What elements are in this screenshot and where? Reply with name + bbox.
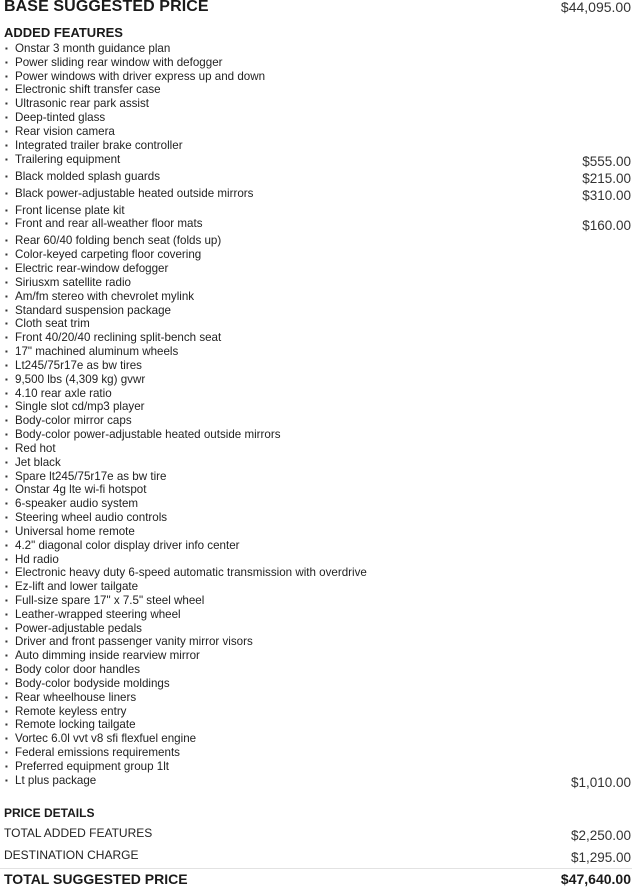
feature-name: Front and rear all-weather floor mats (15, 217, 203, 231)
feature-name: Hd radio (15, 552, 59, 566)
bullet-icon: ▪ (5, 85, 8, 95)
bullet-icon: ▪ (5, 205, 8, 215)
feature-name: 17" machined aluminum wheels (15, 345, 179, 359)
feature-name: Driver and front passenger vanity mirror visors (15, 635, 253, 649)
bullet-icon: ▪ (5, 57, 8, 67)
feature-name: Single slot cd/mp3 player (15, 400, 145, 414)
feature-name: Power sliding rear window with defogger (15, 55, 223, 69)
feature-price: $555.00 (582, 153, 631, 169)
feature-row (5, 622, 631, 636)
feature-row (5, 290, 631, 304)
feature-row (5, 304, 631, 318)
feature-name: 4.10 rear axle ratio (15, 386, 112, 400)
feature-name: Preferred equipment group 1lt (15, 759, 170, 773)
bullet-icon: ▪ (5, 154, 8, 164)
bullet-icon: ▪ (5, 609, 8, 619)
bullet-icon: ▪ (5, 374, 8, 384)
feature-row (5, 97, 631, 111)
bullet-icon: ▪ (5, 499, 8, 509)
bullet-icon: ▪ (5, 416, 8, 426)
total-divider (0, 868, 632, 869)
feature-row (5, 594, 631, 608)
bullet-icon: ▪ (5, 236, 8, 246)
bullet-icon: ▪ (5, 443, 8, 453)
bullet-icon: ▪ (5, 319, 8, 329)
feature-name: Body-color mirror caps (15, 414, 132, 428)
bullet-icon: ▪ (5, 692, 8, 702)
bullet-icon: ▪ (5, 388, 8, 398)
base-price-value: $44,095.00 (560, 0, 631, 15)
feature-name: 4.2" diagonal color display driver info center (15, 538, 240, 552)
feature-row (5, 276, 631, 290)
feature-row (5, 373, 631, 387)
base-price-label: BASE SUGGESTED PRICE (4, 0, 209, 15)
bullet-icon: ▪ (5, 188, 8, 198)
base-price-row (4, 0, 631, 18)
bullet-icon: ▪ (5, 513, 8, 523)
feature-name: Leather-wrapped steering wheel (15, 607, 181, 621)
feature-row (5, 125, 631, 139)
bullet-icon: ▪ (5, 761, 8, 771)
feature-row (5, 497, 631, 511)
feature-row (5, 317, 631, 331)
feature-name: 9,500 lbs (4,309 kg) gvwr (15, 372, 146, 386)
feature-name: Siriusxm satellite radio (15, 275, 131, 289)
feature-name: Rear wheelhouse liners (15, 690, 137, 704)
feature-row (5, 718, 631, 732)
feature-name: Power-adjustable pedals (15, 621, 142, 635)
feature-row (5, 539, 631, 553)
bullet-icon: ▪ (5, 99, 8, 109)
feature-name: Body color door handles (15, 663, 141, 677)
feature-row (5, 635, 631, 649)
feature-row (5, 331, 631, 345)
feature-price: $1,010.00 (570, 774, 631, 790)
total-suggested-price-row (4, 871, 631, 889)
total-added-features-row (4, 826, 631, 844)
bullet-icon: ▪ (5, 623, 8, 633)
feature-name: Electronic heavy duty 6-speed automatic transmission with overdrive (15, 566, 367, 580)
bullet-icon: ▪ (5, 457, 8, 467)
bullet-icon: ▪ (5, 347, 8, 357)
feature-row (5, 691, 631, 705)
feature-row (5, 387, 631, 401)
bullet-icon: ▪ (5, 44, 8, 53)
feature-name: Electronic shift transfer case (15, 83, 161, 97)
feature-row (5, 553, 631, 567)
feature-row (5, 746, 631, 760)
bullet-icon: ▪ (5, 748, 8, 758)
added-features-title: ADDED FEATURES (4, 25, 123, 40)
feature-name: Black molded splash guards (15, 169, 161, 183)
feature-name: Power windows with driver express up and down (15, 69, 266, 83)
destination-charge-label: DESTINATION CHARGE (4, 848, 139, 862)
feature-row (5, 760, 631, 774)
feature-name: Body-color power-adjustable heated outside mirrors (15, 428, 281, 442)
feature-name: Jet black (15, 455, 61, 469)
bullet-icon: ▪ (5, 430, 8, 440)
feature-name: Red hot (15, 441, 56, 455)
feature-row (5, 414, 631, 428)
bullet-icon: ▪ (5, 140, 8, 150)
bullet-icon: ▪ (5, 71, 8, 81)
feature-row (5, 566, 631, 580)
bullet-icon: ▪ (5, 554, 8, 564)
bullet-icon: ▪ (5, 264, 8, 274)
feature-row (5, 525, 631, 539)
feature-row (5, 705, 631, 719)
feature-name: Ez-lift and lower tailgate (15, 580, 139, 594)
bullet-icon: ▪ (5, 582, 8, 592)
feature-row (5, 580, 631, 594)
feature-name: Remote keyless entry (15, 704, 127, 718)
feature-name: Federal emissions requirements (15, 746, 180, 760)
feature-row (5, 345, 631, 359)
bullet-icon: ▪ (5, 595, 8, 605)
feature-row (5, 774, 631, 791)
bullet-icon: ▪ (5, 471, 8, 481)
bullet-icon: ▪ (5, 333, 8, 343)
bullet-icon: ▪ (5, 720, 8, 730)
bullet-icon: ▪ (5, 706, 8, 716)
feature-row (5, 442, 631, 456)
bullet-icon: ▪ (5, 171, 8, 181)
feature-name: Black power-adjustable heated outside mirrors (15, 186, 254, 200)
bullet-icon: ▪ (5, 126, 8, 136)
added-features-list (5, 42, 631, 791)
total-added-features-value: $2,250.00 (570, 828, 631, 843)
feature-row (5, 511, 631, 525)
bullet-icon: ▪ (5, 360, 8, 370)
feature-row (5, 677, 631, 691)
feature-name: Universal home remote (15, 524, 135, 538)
feature-row (5, 248, 631, 262)
bullet-icon: ▪ (5, 402, 8, 412)
feature-row (5, 204, 631, 218)
bullet-icon: ▪ (5, 277, 8, 287)
feature-row (5, 262, 631, 276)
feature-row (5, 56, 631, 70)
feature-name: Cloth seat trim (15, 317, 90, 331)
feature-name: Onstar 4g lte wi-fi hotspot (15, 483, 147, 497)
feature-name: 6-speaker audio system (15, 497, 139, 511)
feature-row (5, 732, 631, 746)
bullet-icon: ▪ (5, 734, 8, 744)
feature-name: Rear 60/40 folding bench seat (folds up) (15, 234, 222, 248)
bullet-icon: ▪ (5, 113, 8, 123)
feature-row (5, 663, 631, 677)
destination-charge-value: $1,295.00 (570, 850, 631, 865)
feature-row (5, 234, 631, 248)
feature-row (5, 483, 631, 497)
feature-row (5, 111, 631, 125)
bullet-icon: ▪ (5, 485, 8, 495)
feature-name: Steering wheel audio controls (15, 511, 168, 525)
feature-row (5, 170, 631, 187)
feature-name: Body-color bodyside moldings (15, 676, 170, 690)
feature-name: Electric rear-window defogger (15, 262, 169, 276)
feature-name: Trailering equipment (15, 152, 121, 166)
total-suggested-price-value: $47,640.00 (560, 871, 631, 887)
feature-row (5, 470, 631, 484)
feature-price: $160.00 (582, 218, 631, 234)
bullet-icon: ▪ (5, 305, 8, 315)
bullet-icon: ▪ (5, 291, 8, 301)
bullet-icon: ▪ (5, 637, 8, 647)
feature-price: $215.00 (582, 170, 631, 186)
feature-row (5, 608, 631, 622)
feature-row (5, 428, 631, 442)
bullet-icon: ▪ (5, 651, 8, 661)
feature-row (5, 359, 631, 373)
feature-row (5, 83, 631, 97)
feature-row (5, 70, 631, 84)
feature-row (5, 139, 631, 153)
total-suggested-price-label: TOTAL SUGGESTED PRICE (4, 871, 188, 887)
feature-name: Front license plate kit (15, 203, 125, 217)
feature-row (5, 187, 631, 204)
bullet-icon: ▪ (5, 665, 8, 675)
feature-row (5, 42, 631, 56)
feature-row (5, 153, 631, 170)
bullet-icon: ▪ (5, 568, 8, 578)
feature-name: Color-keyed carpeting floor covering (15, 248, 202, 262)
feature-name: Onstar 3 month guidance plan (15, 42, 171, 55)
feature-name: Integrated trailer brake controller (15, 138, 183, 152)
feature-name: Vortec 6.0l vvt v8 sfi flexfuel engine (15, 732, 197, 746)
feature-name: Ultrasonic rear park assist (15, 97, 150, 111)
feature-name: Front 40/20/40 reclining split-bench seat (15, 331, 222, 345)
bullet-icon: ▪ (5, 775, 8, 785)
feature-name: Am/fm stereo with chevrolet mylink (15, 289, 195, 303)
feature-name: Spare lt245/75r17e as bw tire (15, 469, 167, 483)
price-details-title: PRICE DETAILS (4, 806, 95, 820)
feature-name: Remote locking tailgate (15, 718, 136, 732)
feature-name: Auto dimming inside rearview mirror (15, 649, 200, 663)
destination-charge-row (4, 848, 631, 866)
bullet-icon: ▪ (5, 540, 8, 550)
feature-name: Lt plus package (15, 773, 97, 787)
total-added-features-label: TOTAL ADDED FEATURES (4, 826, 153, 840)
feature-row (5, 400, 631, 414)
feature-name: Rear vision camera (15, 124, 115, 138)
feature-name: Full-size spare 17" x 7.5" steel wheel (15, 593, 205, 607)
feature-row (5, 649, 631, 663)
feature-name: Deep-tinted glass (15, 111, 106, 125)
feature-name: Standard suspension package (15, 303, 171, 317)
feature-name: Lt245/75r17e as bw tires (15, 358, 142, 372)
bullet-icon: ▪ (5, 678, 8, 688)
feature-price: $310.00 (582, 187, 631, 203)
feature-row (5, 217, 631, 234)
bullet-icon: ▪ (5, 250, 8, 260)
bullet-icon: ▪ (5, 526, 8, 536)
feature-row (5, 456, 631, 470)
bullet-icon: ▪ (5, 219, 8, 229)
